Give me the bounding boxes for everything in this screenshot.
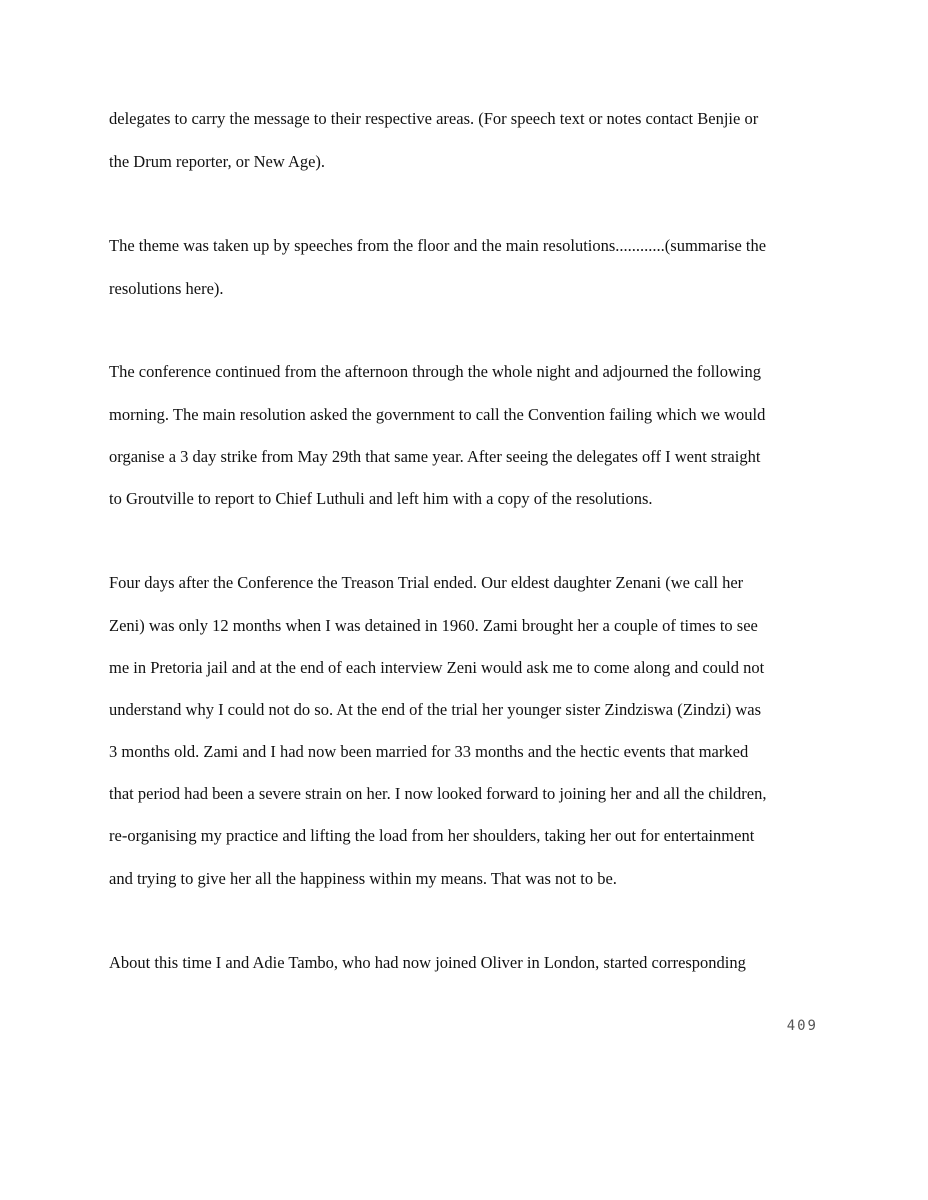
paragraph-3-line-3: organise a 3 day strike from May 29th that same year. After seeing the delegates off I went straight [109, 447, 761, 466]
paragraph-3-line-1: The conference continued from the afternoon through the whole night and adjourned the following [109, 362, 761, 381]
paragraph-4-line-4: understand why I could not do so. At the end of the trial her younger sister Zindziswa (Zindzi) was [109, 700, 762, 719]
paragraph-1-line-1: delegates to carry the message to their respective areas. (For speech text or notes contact Benjie or [109, 109, 759, 128]
paragraph-4-line-3: me in Pretoria jail and at the end of each interview Zeni would ask me to come along and could not [109, 658, 765, 677]
paragraph-2-line-2: resolutions here). [109, 279, 224, 298]
paragraph-4-line-1: Four days after the Conference the Treason Trial ended. Our eldest daughter Zenani (we call her [109, 573, 744, 592]
paragraph-3-line-2: morning. The main resolution asked the government to call the Convention failing which we would [109, 405, 766, 424]
paragraph-4-line-7: re-organising my practice and lifting the load from her shoulders, taking her out for entertainment [109, 826, 755, 845]
paragraph-5-line-1: About this time I and Adie Tambo, who had now joined Oliver in London, started corresponding [109, 953, 746, 972]
paragraph-4-line-2: Zeni) was only 12 months when I was detained in 1960. Zami brought her a couple of times to see [109, 616, 758, 635]
paragraph-2-line-1: The theme was taken up by speeches from the floor and the main resolutions............(summarise the [109, 236, 767, 255]
page-number: 409 [786, 1018, 818, 1034]
paragraph-4-line-6: that period had been a severe strain on her. I now looked forward to joining her and all the children, [109, 784, 767, 803]
paragraph-3-line-4: to Groutville to report to Chief Luthuli and left him with a copy of the resolutions. [109, 489, 653, 508]
paragraph-1-line-2: the Drum reporter, or New Age). [109, 152, 326, 171]
paragraph-4-line-5: 3 months old. Zami and I had now been married for 33 months and the hectic events that marked [109, 742, 749, 761]
paragraph-4-line-8: and trying to give her all the happiness within my means. That was not to be. [109, 869, 617, 888]
